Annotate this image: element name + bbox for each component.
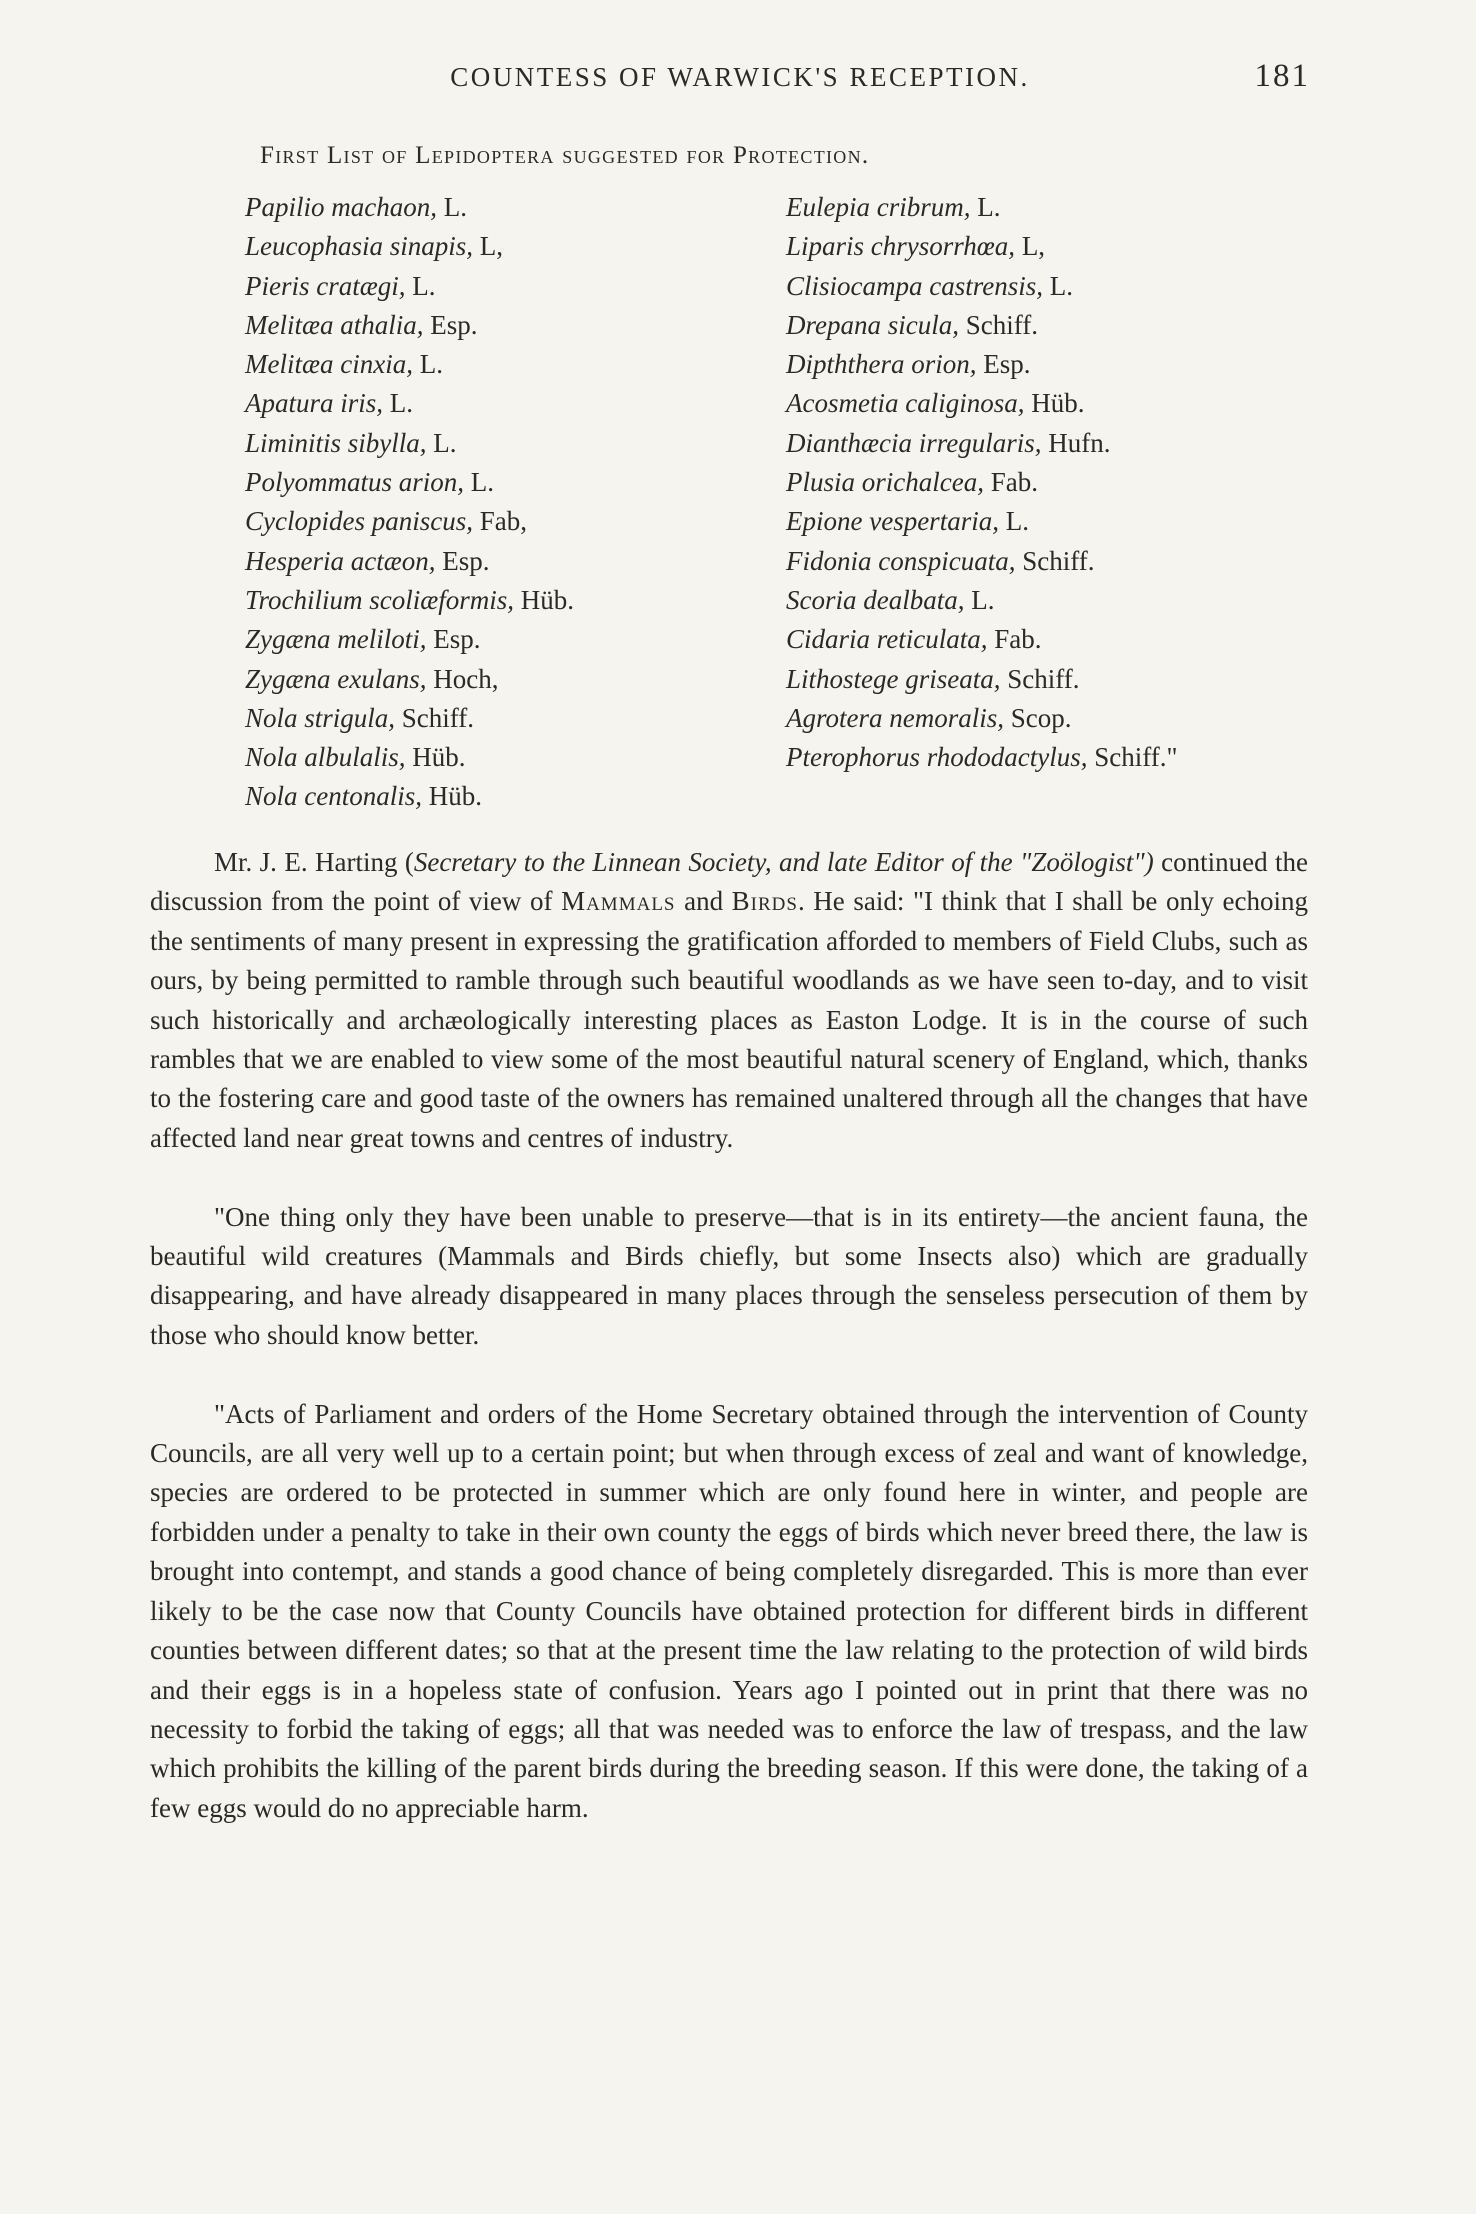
species-authority: Fab. xyxy=(983,467,1038,498)
species-name: Cidaria reticulata, xyxy=(786,624,988,655)
list-item xyxy=(786,738,1346,777)
species-authority: Esp. xyxy=(426,624,481,655)
list-item xyxy=(245,620,765,659)
paragraph-parliament: "Acts of Parliament and orders of the Home Secretary obtained through the intervention of County Councils, are all very well up to a certain point; but when through excess of zeal and want of knowledge, species are ordered to be protected in summer which are only found here in winter, and people are forbidden under a penalty to take in their own county the eggs of birds which never breed there, the law is brought into contempt, and stands a good chance of being completely disregarded. This is more than ever likely to be the case now that County Councils have obtained protection for different birds in different counties between different dates; so that at the present time the law relating to the protection of wild birds and their eggs is in a hopeless state of confusion. Years ago I pointed out in print that there was no necessity to forbid the taking of eggs; all that was needed was to enforce the law of trespass, and the law which prohibits the killing of the parent birds during the breeding season. If this were done, the taking of a few eggs would do no appreciable harm. xyxy=(150,1398,1308,1823)
species-name: Zygæna meliloti, xyxy=(245,624,427,655)
list-item xyxy=(786,345,1346,384)
species-name: Liparis chrysorrhœa, xyxy=(786,231,1016,262)
list-item xyxy=(786,463,1346,502)
speaker-intro: Mr. J. E. Harting ( xyxy=(214,847,414,877)
species-name: Melitæa cinxia, xyxy=(245,349,413,380)
list-item xyxy=(786,620,1346,659)
list-item xyxy=(245,738,765,777)
species-name: Pieris cratægi, xyxy=(245,270,406,301)
species-name: Melitæa athalia, xyxy=(245,309,424,340)
page-number: 181 xyxy=(1254,58,1310,94)
species-name: Leucophasia sinapis, xyxy=(245,231,474,262)
body-text xyxy=(150,843,1308,1828)
species-name: Dipththera orion, xyxy=(786,349,977,380)
species-name: Scoria dealbata, xyxy=(786,584,965,615)
species-name: Pterophorus rhododactylus, xyxy=(786,742,1088,773)
species-authority: Hoch, xyxy=(426,663,499,694)
running-head xyxy=(150,58,1330,112)
species-authority: L. xyxy=(964,584,995,615)
list-item xyxy=(786,188,1346,227)
species-name: Plusia orichalcea, xyxy=(786,467,984,498)
paragraph-fauna: "One thing only they have been unable to preserve—that is in its entirety—the ancient fauna, the beautiful wild creatures (Mammals and Birds chiefly, but some Insects also) which are gradually disappearing, and have already disappeared in many places through the senseless persecution of them by those who should know better. xyxy=(150,1201,1308,1350)
list-item xyxy=(245,699,765,738)
species-list-left xyxy=(245,188,765,817)
list-item xyxy=(786,267,1346,306)
species-name: Papilio machaon, xyxy=(245,192,437,222)
species-authority: L. xyxy=(1043,270,1074,301)
species-authority: L, xyxy=(473,231,504,262)
list-item xyxy=(245,306,765,345)
species-name: Hesperia actæon, xyxy=(245,545,436,576)
list-item xyxy=(245,660,765,699)
list-item xyxy=(786,227,1346,266)
paragraph-text: continued the discussion from the point of view of xyxy=(150,847,1308,917)
species-name: Trochilium scoliæformis, xyxy=(245,584,515,615)
species-authority: Hüb. xyxy=(1024,388,1085,419)
species-authority: L. xyxy=(405,270,436,301)
species-authority: L. xyxy=(412,349,443,380)
species-name: Eulepia cribrum, xyxy=(786,192,971,222)
species-name: Lithostege griseata, xyxy=(786,663,1001,694)
species-authority: L. xyxy=(383,388,414,419)
species-name: Zygæna exulans, xyxy=(245,663,427,694)
species-name: Cyclopides paniscus, xyxy=(245,506,473,537)
species-authority: Hüb. xyxy=(422,781,482,812)
species-name: Nola strigula, xyxy=(245,702,396,733)
species-name: Nola albulalis, xyxy=(245,742,406,773)
species-name: Apatura iris, xyxy=(245,388,384,419)
species-authority: L, xyxy=(1015,231,1046,262)
list-item xyxy=(786,660,1346,699)
species-authority: Schiff. xyxy=(958,309,1038,340)
list-item xyxy=(245,384,765,423)
running-title: COUNTESS OF WARWICK'S RECEPTION. xyxy=(450,62,1030,92)
species-authority: L. xyxy=(426,427,457,458)
list-heading: First List of Lepidoptera suggested for Protection. xyxy=(260,142,870,169)
paragraph-text: . He said: "I think that I shall be only echoing the sentiments of many present in expressing the gratification afforded to members of Field Clubs, such as ours, by being permitted to ramble through such beautiful woodlands as we have seen to-day, and to visit such historically and archæologically interesting places as Easton Lodge. It is in the course of such rambles that we are enabled to view some of the most beautiful natural scenery of England, which, thanks to the fostering care and good taste of the owners has remained unaltered through all the changes that have affected land near great towns and centres of industry. xyxy=(150,886,1309,1153)
list-item xyxy=(786,542,1346,581)
list-item xyxy=(786,424,1346,463)
species-authority: Schiff. xyxy=(1015,545,1095,576)
list-item xyxy=(786,306,1346,345)
list-item xyxy=(245,227,765,266)
list-item xyxy=(245,267,765,306)
species-authority: Esp. xyxy=(435,545,490,576)
species-authority: Scop. xyxy=(1004,702,1072,733)
species-name: Nola centonalis, xyxy=(245,781,422,812)
species-authority: Fab, xyxy=(472,506,527,537)
list-item xyxy=(786,502,1346,541)
species-authority: Fab. xyxy=(987,624,1042,655)
species-authority: Hüb. xyxy=(514,584,575,615)
paragraph-text: and xyxy=(675,886,732,917)
species-name: Agrotera nemoralis, xyxy=(786,702,1004,733)
species-authority: Schiff." xyxy=(1087,742,1178,773)
species-name: Liminitis sibylla, xyxy=(245,427,427,458)
species-authority: Esp. xyxy=(976,349,1031,380)
speaker-title: Secretary to the Linnean Society, and late Editor of the "Zoölogist") xyxy=(413,847,1154,877)
paragraph-harting xyxy=(150,843,1308,1158)
list-item xyxy=(786,384,1346,423)
species-authority: Schiff. xyxy=(1000,663,1080,694)
species-authority: L. xyxy=(998,506,1029,537)
species-authority: Hüb. xyxy=(405,742,466,773)
list-item xyxy=(245,424,765,463)
species-name: Polyommatus arion, xyxy=(245,467,464,498)
list-item xyxy=(245,463,765,502)
species-name: Drepana sicula, xyxy=(786,309,959,340)
topic-birds: Birds xyxy=(731,886,798,917)
species-authority: Hufn. xyxy=(1041,427,1111,458)
species-authority: L. xyxy=(464,467,494,498)
list-item xyxy=(245,188,765,227)
list-item xyxy=(786,581,1346,620)
list-item xyxy=(245,581,765,620)
species-authority: Esp. xyxy=(423,309,478,340)
species-name: Fidonia conspicuata, xyxy=(786,545,1016,576)
list-item xyxy=(786,699,1346,738)
species-name: Acosmetia caliginosa, xyxy=(786,388,1025,419)
species-authority: Schiff. xyxy=(395,702,475,733)
species-name: Clisiocampa castrensis, xyxy=(786,270,1044,301)
topic-mammals: Mammals xyxy=(561,886,676,917)
species-authority: L. xyxy=(436,192,467,222)
list-item xyxy=(245,345,765,384)
species-list-right xyxy=(786,188,1346,777)
species-name: Dianthæcia irregularis, xyxy=(786,427,1042,458)
list-item xyxy=(245,542,765,581)
species-authority: L. xyxy=(970,192,1001,222)
list-item xyxy=(245,777,765,816)
list-item xyxy=(245,502,765,541)
species-name: Epione vespertaria, xyxy=(786,506,999,537)
